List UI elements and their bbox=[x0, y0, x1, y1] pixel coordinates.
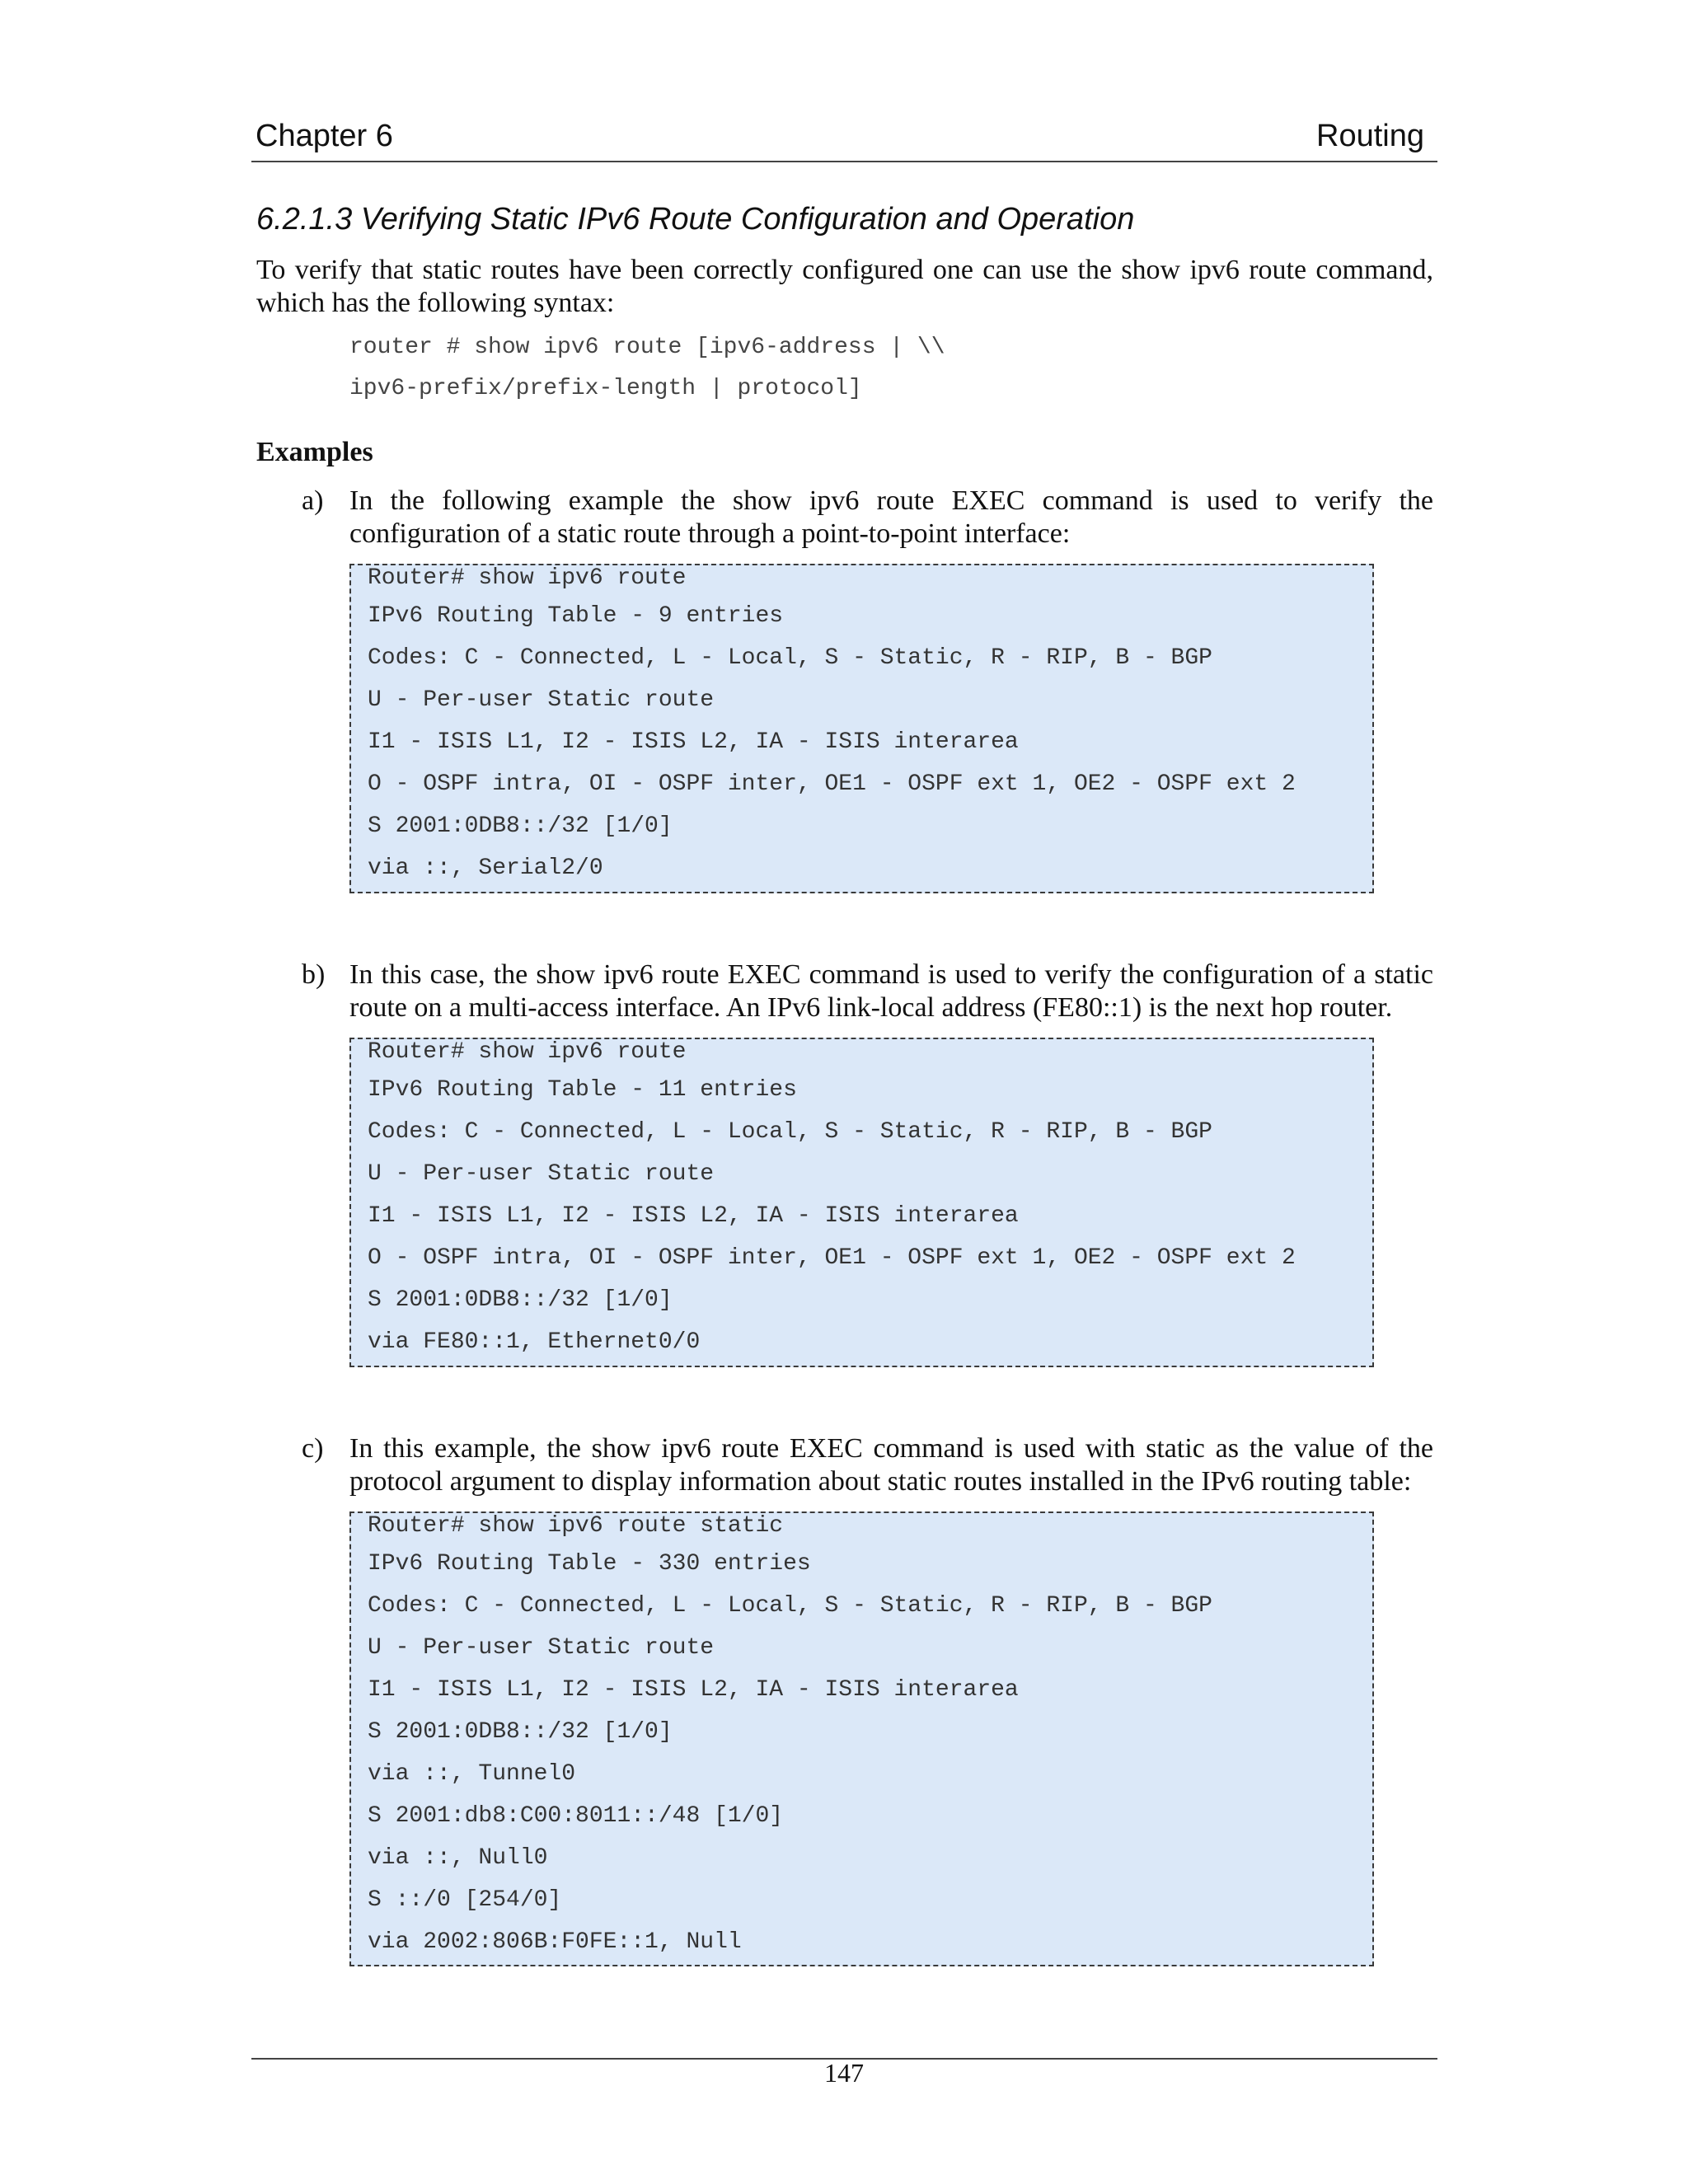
code-line: U - Per-user Static route bbox=[368, 687, 715, 713]
code-line: via FE80::1, Ethernet0/0 bbox=[368, 1329, 701, 1355]
code-line: S ::/0 [254/0] bbox=[368, 1887, 562, 1913]
example-c-text bbox=[349, 1432, 1433, 1498]
code-line: S 2001:0DB8::/32 [1/0] bbox=[368, 813, 673, 839]
code-line: S 2001:0DB8::/32 [1/0] bbox=[368, 1287, 673, 1313]
code-line: via ::, Serial2/0 bbox=[368, 855, 603, 881]
page-number: 147 bbox=[824, 2058, 864, 2088]
code-line: Router# show ipv6 route bbox=[368, 1039, 687, 1065]
example-a-line-1: In the following example the show ipv6 route EXEC command is used to verify the bbox=[349, 485, 1433, 516]
code-line: S 2001:0DB8::/32 [1/0] bbox=[368, 1719, 673, 1745]
example-c-line-2: protocol argument to display information about static routes installed in the IPv6 routing table: bbox=[349, 1466, 1412, 1497]
example-b-text bbox=[349, 958, 1433, 1024]
code-line: I1 - ISIS L1, I2 - ISIS L2, IA - ISIS interarea bbox=[368, 1203, 1019, 1229]
example-c-code-block bbox=[349, 1511, 1374, 1966]
code-line: I1 - ISIS L1, I2 - ISIS L2, IA - ISIS interarea bbox=[368, 1677, 1019, 1703]
code-line: IPv6 Routing Table - 330 entries bbox=[368, 1551, 811, 1577]
running-header-chapter: Chapter 6 bbox=[256, 119, 393, 153]
code-line: Codes: C - Connected, L - Local, S - Static, R - RIP, B - BGP bbox=[368, 1593, 1212, 1619]
example-a-code-block bbox=[349, 564, 1374, 893]
example-c-line-1: In this example, the show ipv6 route EXEC command is used with static as the value of the bbox=[349, 1433, 1433, 1464]
code-line: Router# show ipv6 route bbox=[368, 565, 687, 591]
code-line: O - OSPF intra, OI - OSPF inter, OE1 - OSPF ext 1, OE2 - OSPF ext 2 bbox=[368, 771, 1296, 797]
code-line: Codes: C - Connected, L - Local, S - Static, R - RIP, B - BGP bbox=[368, 1119, 1212, 1145]
example-b-code-block bbox=[349, 1038, 1374, 1367]
intro-paragraph bbox=[256, 254, 1433, 320]
example-b-label: b) bbox=[302, 959, 326, 990]
example-a-line-2: configuration of a static route through a point-to-point interface: bbox=[349, 518, 1071, 549]
intro-line-2: which has the following syntax: bbox=[256, 288, 615, 318]
code-line: via 2002:806B:F0FE::1, Null bbox=[368, 1929, 742, 1955]
section-title: 6.2.1.3 Verifying Static IPv6 Route Configuration and Operation bbox=[256, 202, 1135, 237]
example-a-label: a) bbox=[302, 485, 324, 516]
code-line: IPv6 Routing Table - 9 entries bbox=[368, 603, 784, 629]
code-line: Codes: C - Connected, L - Local, S - Static, R - RIP, B - BGP bbox=[368, 645, 1212, 671]
examples-heading: Examples bbox=[256, 437, 373, 467]
code-line: Router# show ipv6 route static bbox=[368, 1513, 784, 1539]
code-line: S 2001:db8:C00:8011::/48 [1/0] bbox=[368, 1803, 784, 1829]
code-line: IPv6 Routing Table - 11 entries bbox=[368, 1077, 797, 1103]
syntax-line-1: router # show ipv6 route [ipv6-address | \\ bbox=[349, 335, 945, 360]
code-line: via ::, Tunnel0 bbox=[368, 1761, 576, 1787]
example-b-line-1: In this case, the show ipv6 route EXEC command is used to verify the configuration of a static bbox=[349, 959, 1433, 990]
example-c-label: c) bbox=[302, 1433, 324, 1464]
syntax-line-2: ipv6-prefix/prefix-length | protocol] bbox=[349, 376, 862, 401]
code-line: O - OSPF intra, OI - OSPF inter, OE1 - OSPF ext 1, OE2 - OSPF ext 2 bbox=[368, 1245, 1296, 1271]
code-line: U - Per-user Static route bbox=[368, 1161, 715, 1187]
intro-line-1: To verify that static routes have been correctly configured one can use the show ipv6 route command, bbox=[256, 255, 1433, 285]
example-a-text bbox=[349, 485, 1433, 551]
header-rule bbox=[251, 161, 1437, 162]
code-line: via ::, Null0 bbox=[368, 1845, 548, 1871]
example-b-line-2: route on a multi-access interface. An IPv6 link-local address (FE80::1) is the next hop router. bbox=[349, 992, 1393, 1023]
running-header-topic: Routing bbox=[1316, 119, 1424, 153]
code-line: U - Per-user Static route bbox=[368, 1635, 715, 1661]
code-line: I1 - ISIS L1, I2 - ISIS L2, IA - ISIS interarea bbox=[368, 729, 1019, 755]
